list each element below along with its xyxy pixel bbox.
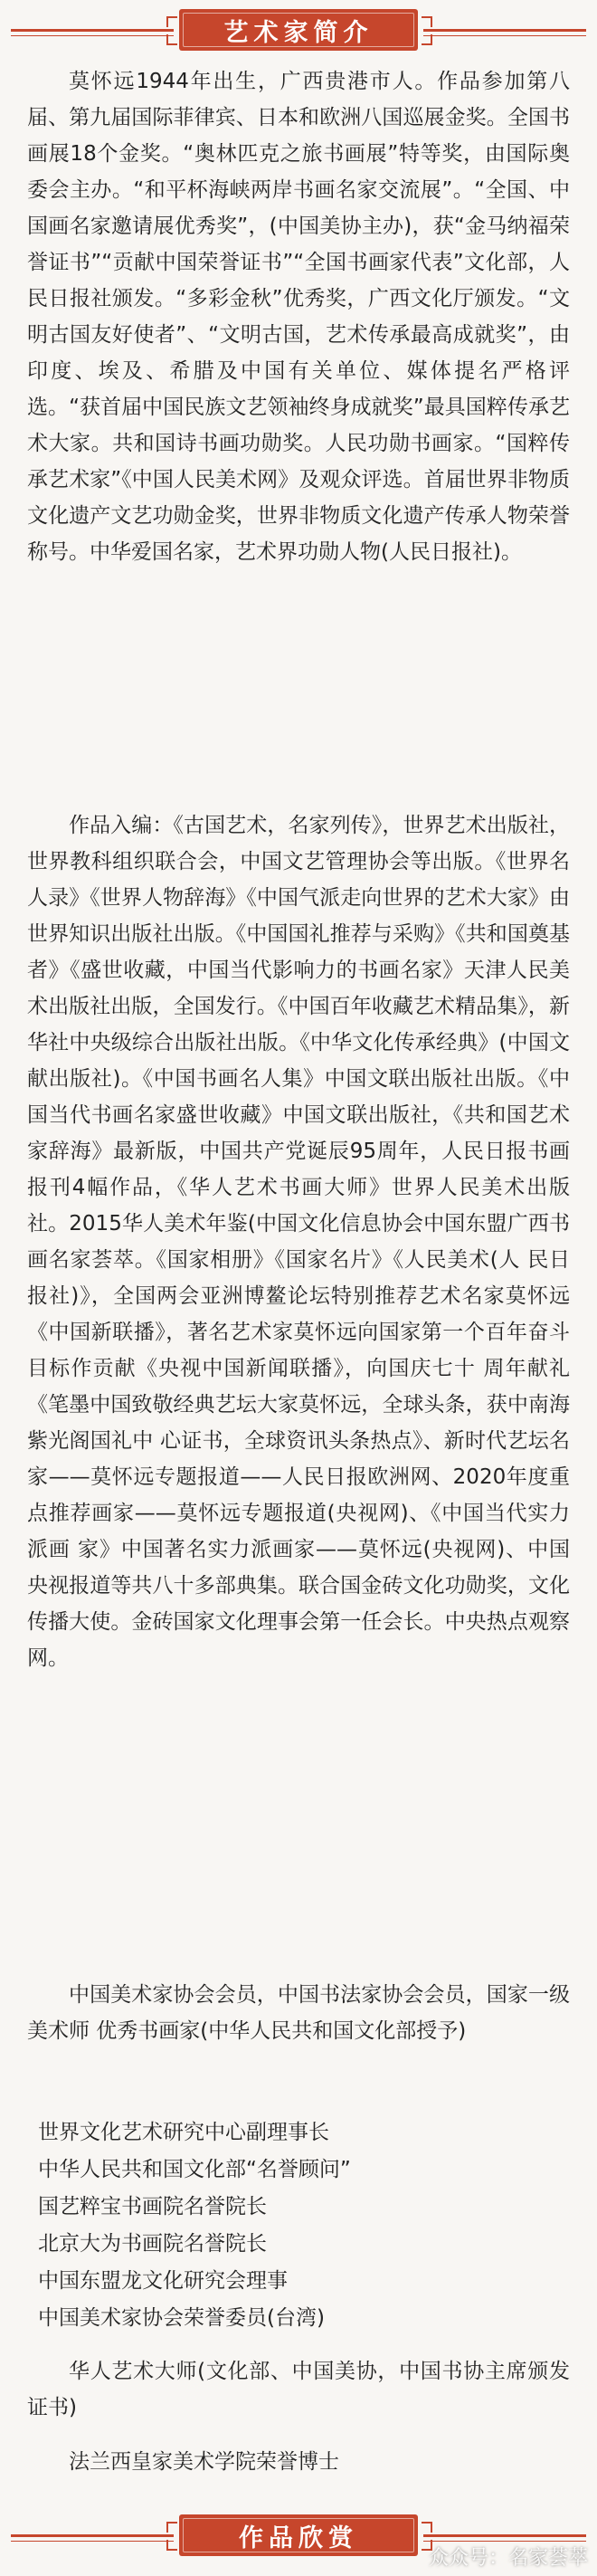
header-plate bbox=[179, 2514, 418, 2556]
corner-ornament bbox=[166, 16, 177, 27]
header-rule-left bbox=[11, 29, 174, 32]
corner-ornament bbox=[422, 16, 432, 27]
honorary-titles-list bbox=[27, 2114, 570, 2337]
bio-paragraph-awards: 莫怀远1944年出生，广西贵港市人。作品参加第八届、第九届国际菲律宾、日本和欧洲八国巡展金奖。全国书画展18个金奖。“奥林匹克之旅书画展”特等奖，由国际奥委会主办。“和平杯海峡两岸书画名家交流展”。“全国、中国画名家邀请展优秀奖”，(中国美协主办)，获“金马纳福荣誉证书”“贡献中国荣誉证书”“全国书画家代表”文化部，人民日报社颁发。“多彩金秋”优秀奖，广西文化厅颁发。“文明古国友好使者”、“文明古国，艺术传承最高成就奖”，由印度、埃及、希腊及中国有关单位、媒体提名严格评选。“获首届中国民族文艺领袖终身成就奖”最具国粹传承艺术大家。共和国诗书画功勋奖。人民功勋书画家。“国粹传承艺术家”《中国人民美术网》及观众评选。首届世界非物质文化遗产文艺功勋金奖，世界非物质文化遗产传承人物荣誉称号。中华爱国名家，艺术界功勋人物(人民日报社)。 bbox=[27, 70, 570, 564]
header-rule-right bbox=[423, 29, 586, 32]
header-rule-left bbox=[11, 2534, 174, 2537]
header-plate bbox=[179, 9, 418, 51]
bio-paragraph-doctorate: 法兰西皇家美术学院荣誉博士 bbox=[69, 2450, 339, 2474]
bio-paragraph-publications: 作品入编：《古国艺术，名家列传》，世界艺术出版社，世界教科组织联合会，中国文艺管理协会等出版。《世界名人录》《世界人物辞海》《中国气派走向世界的艺术大家》由世界知识出版社出版。《中国国礼推荐与采购》《共和国奠基者》《盛世收藏，中国当代影响力的书画名家》天津人民美术出版社出版，全国发行。《中国百年收藏艺术精品集》，新华社中央级综合出版社出版。《中华文化传承经典》(中国文献出版社)。《中国书画名人集》中国文联出版社出版。《中国当代书画名家盛世收藏》中国文联出版社，《共和国艺术家辞海》最新版，中国共产党诞辰95周年，人民日报书画报刊4幅作品，《华人艺术书画大师》世界人民美术出版社。2015华人美术年鉴(中国文化信息协会中国东盟广西书画名家荟萃。《国家相册》《国家名片》《人民美术(人 民日报社)》，全国两会亚洲博鳌论坛特别推荐艺术名家莫怀远《中国新联播》，著名艺术家莫怀远向国家第一个百年奋斗目标作贡献《央视中国新闻联播》，向国庆七十 周年献礼《笔墨中国致敬经典艺坛大家莫怀远，全球头条，获中南海紫光阁国礼中 心证书，全球资讯头条热点》、新时代艺坛名家——莫怀远专题报道——人民日报欧洲网、2020年度重点推荐画家——莫怀远专题报道(央视网)、《中国当代实力派画 家》中国著名实力派画家——莫怀远(央视网)、中国央视报道等共八十多部典集。联合国金砖文化功勋奖，文化传播大使。金砖国家文化理事会第一任会长。中央热点观察网。 bbox=[27, 814, 570, 1670]
list-item: 中国东盟龙文化研究会理事 bbox=[38, 2269, 288, 2293]
bio-paragraph-master-title: 华人艺术大师(文化部、中国美协，中国书协主席颁发证书) bbox=[27, 2360, 570, 2419]
section-title: 艺术家简介 bbox=[223, 18, 374, 47]
bio-paragraph-memberships: 中国美术家协会会员，中国书法家协会会员，国家一级美术师 优秀书画家(中华人民共和国文化部授予) bbox=[27, 1983, 570, 2043]
list-item: 北京大为书画院名誉院长 bbox=[38, 2232, 267, 2256]
header-rule-right bbox=[423, 2534, 586, 2537]
corner-ornament bbox=[422, 2522, 432, 2533]
watermark: 众众号：名家荟萃 bbox=[428, 2547, 588, 2570]
section-title: 作品欣赏 bbox=[239, 2524, 358, 2552]
list-item: 中国美术家协会荣誉委员(台湾) bbox=[38, 2306, 325, 2330]
corner-ornament bbox=[166, 2522, 177, 2533]
corner-ornament bbox=[166, 2540, 177, 2551]
list-item: 中华人民共和国文化部“名誉顾问” bbox=[38, 2158, 351, 2181]
corner-ornament bbox=[422, 34, 432, 45]
list-item: 国艺粹宝书画院名誉院长 bbox=[38, 2195, 267, 2218]
section-header-artist-intro bbox=[0, 4, 597, 58]
corner-ornament bbox=[166, 34, 177, 45]
list-item: 世界文化艺术研究中心副理事长 bbox=[38, 2121, 329, 2144]
